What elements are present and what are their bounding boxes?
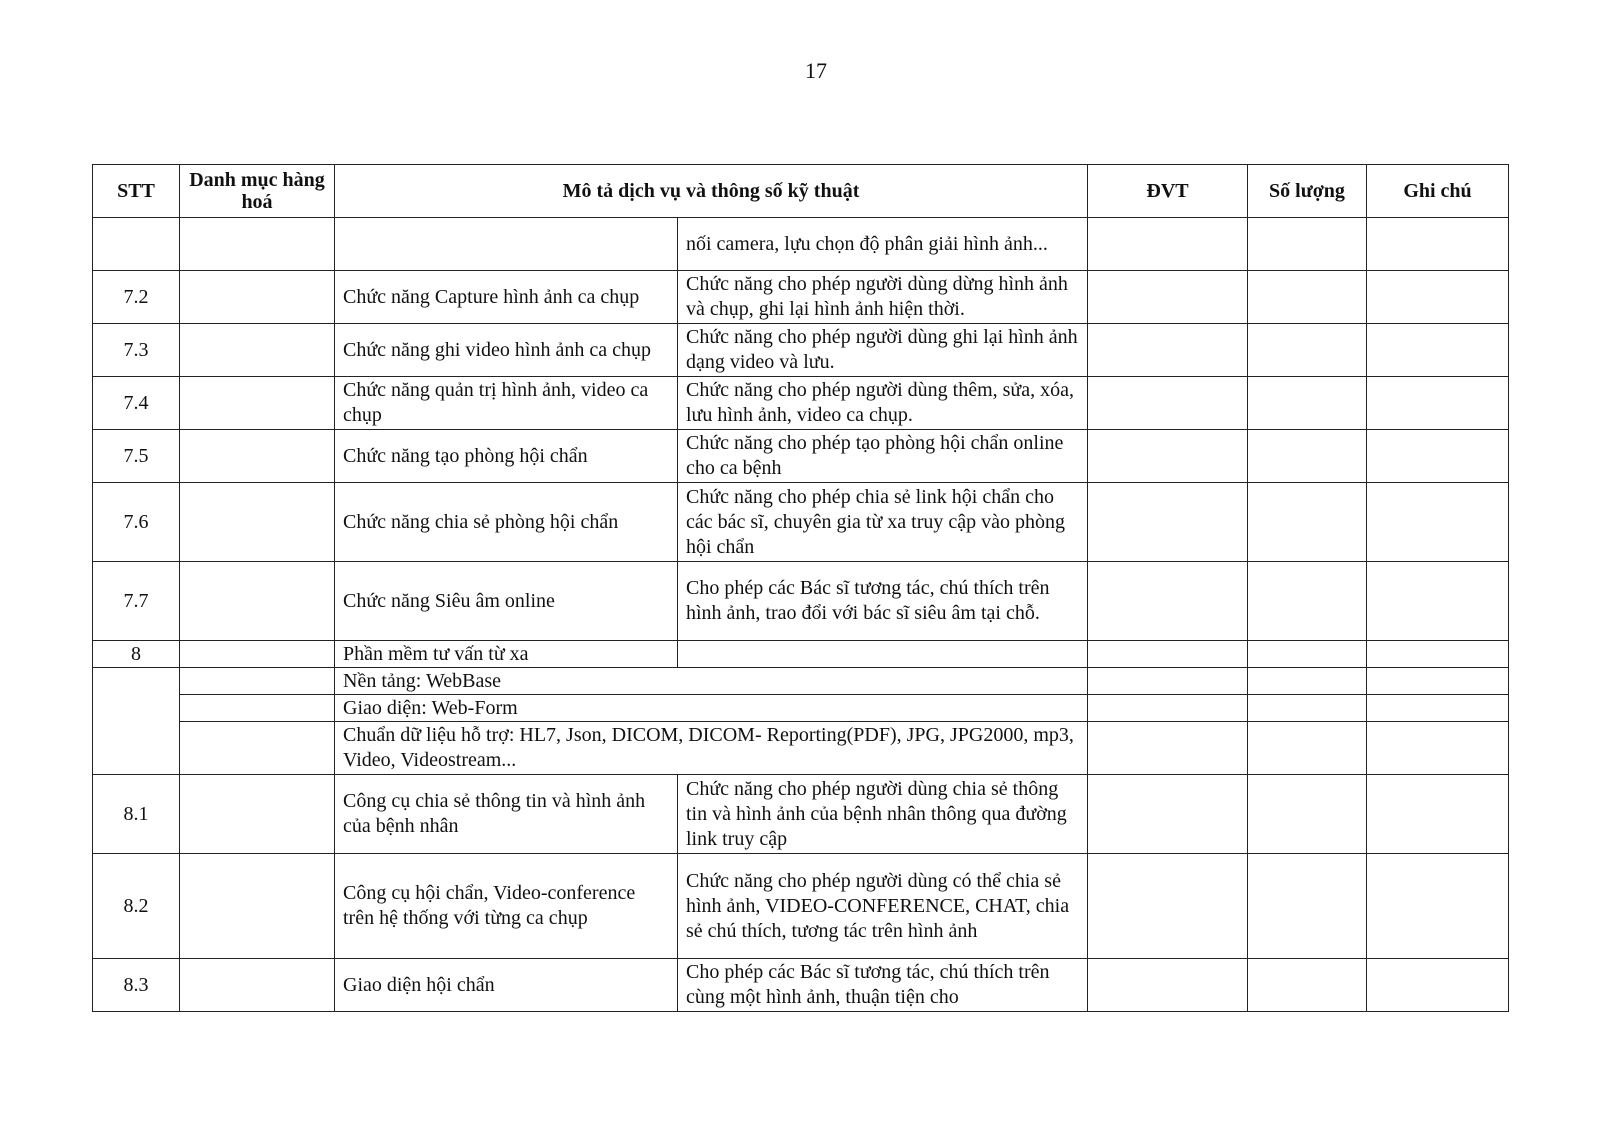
header-description: Mô tả dịch vụ và thông số kỹ thuật (335, 165, 1088, 218)
row-description: Chức năng cho phép người dùng có thể chia sẻ hình ảnh, VIDEO-CONFERENCE, CHAT, chia sẻ chú thích, tương tác trên hình ảnh (678, 854, 1088, 959)
row-function: Chức năng ghi video hình ảnh ca chụp (335, 324, 678, 377)
header-stt: STT (93, 165, 180, 218)
row-function: Công cụ hội chẩn, Video-conference trên hệ thống với từng ca chụp (335, 854, 678, 959)
row-description: Chức năng cho phép người dùng dừng hình ảnh và chụp, ghi lại hình ảnh hiện thời. (678, 271, 1088, 324)
row-stt: 8.2 (93, 854, 180, 959)
row-stt: 8.3 (93, 959, 180, 1012)
row-stt: 7.7 (93, 562, 180, 641)
page-number: 17 (805, 58, 827, 83)
row-description: Chức năng cho phép chia sẻ link hội chẩn cho các bác sĩ, chuyên gia từ xa truy cập vào phòng hội chẩn (678, 483, 1088, 562)
table-row (93, 695, 1509, 722)
table-row (93, 324, 1509, 377)
table-row (93, 668, 1509, 695)
header-category: Danh mục hàng hoá (180, 165, 335, 218)
row-stt: 8 (93, 641, 180, 668)
table-header-row (93, 165, 1509, 218)
row-description: Chức năng cho phép người dùng chia sẻ thông tin và hình ảnh của bệnh nhân thông qua đường link truy cập (678, 775, 1088, 854)
row-function: Chức năng Siêu âm online (335, 562, 678, 641)
row-data-standards: Chuẩn dữ liệu hỗ trợ: HL7, Json, DICOM, DICOM- Reporting(PDF), JPG, JPG2000, mp3, Video, Videostream... (335, 722, 1088, 775)
row-stt: 7.2 (93, 271, 180, 324)
table-row (93, 722, 1509, 775)
table-row (93, 483, 1509, 562)
row-function: Chức năng quản trị hình ảnh, video ca chụp (335, 377, 678, 430)
table-row (93, 959, 1509, 1012)
row-function: Chức năng chia sẻ phòng hội chẩn (335, 483, 678, 562)
header-quantity: Số lượng (1248, 165, 1367, 218)
row-function: Phần mềm tư vấn từ xa (335, 641, 678, 668)
row-stt: 7.3 (93, 324, 180, 377)
row-stt: 8.1 (93, 775, 180, 854)
row-stt: 7.5 (93, 430, 180, 483)
row-interface: Giao diện: Web-Form (335, 695, 1088, 722)
row-function: Chức năng tạo phòng hội chẩn (335, 430, 678, 483)
table-row (93, 271, 1509, 324)
table-row (93, 641, 1509, 668)
row-description: Chức năng cho phép người dùng thêm, sửa, xóa, lưu hình ảnh, video ca chụp. (678, 377, 1088, 430)
row-stt: 7.4 (93, 377, 180, 430)
table-row (93, 430, 1509, 483)
row-description: Cho phép các Bác sĩ tương tác, chú thích trên cùng một hình ảnh, thuận tiện cho (678, 959, 1088, 1012)
table-row (93, 218, 1509, 271)
table-row (93, 562, 1509, 641)
header-notes: Ghi chú (1367, 165, 1509, 218)
row-description: Chức năng cho phép người dùng ghi lại hình ảnh dạng video và lưu. (678, 324, 1088, 377)
specification-table (92, 164, 1509, 1012)
table-row (93, 775, 1509, 854)
row-description: Cho phép các Bác sĩ tương tác, chú thích trên hình ảnh, trao đổi với bác sĩ siêu âm tại chỗ. (678, 562, 1088, 641)
row-description: nối camera, lựu chọn độ phân giải hình ảnh... (678, 218, 1088, 271)
row-function: Công cụ chia sẻ thông tin và hình ảnh của bệnh nhân (335, 775, 678, 854)
table-row (93, 854, 1509, 959)
header-unit: ĐVT (1088, 165, 1248, 218)
row-function: Giao diện hội chẩn (335, 959, 678, 1012)
table-row (93, 377, 1509, 430)
row-platform: Nền tảng: WebBase (335, 668, 1088, 695)
row-function: Chức năng Capture hình ảnh ca chụp (335, 271, 678, 324)
row-description: Chức năng cho phép tạo phòng hội chẩn online cho ca bệnh (678, 430, 1088, 483)
row-stt: 7.6 (93, 483, 180, 562)
